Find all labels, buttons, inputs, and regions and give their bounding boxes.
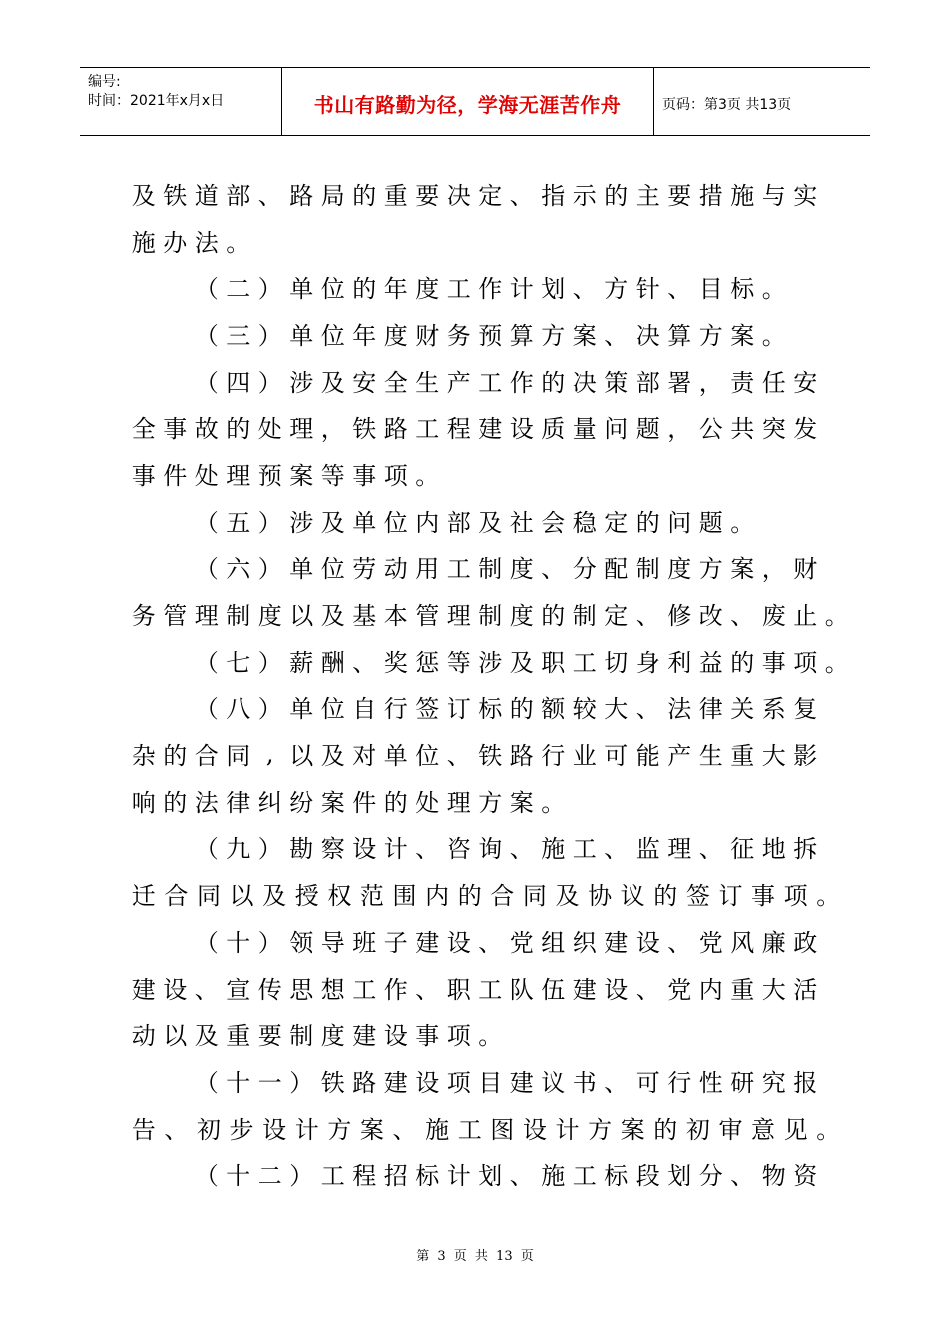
body-line: 迁 合 同 以 及 授 权 范 围 内 的 合 同 及 协 议 的 签 订 事 项 。 [131, 882, 841, 911]
page-footer [0, 1245, 950, 1264]
body-line: 告 、 初 步 设 计 方 案 、 施 工 图 设 计 方 案 的 初 审 意 见 。 [131, 1115, 841, 1144]
body-line: 务 管 理 制 度 以 及 基 本 管 理 制 度 的 制 定 、 修 改 、 废 止 。 [131, 602, 849, 631]
body-line: 施 办 法 。 [131, 228, 251, 257]
body-line: （ 十 一 ） 铁 路 建 设 项 目 建 议 书 、 可 行 性 研 究 报 [194, 1068, 818, 1097]
body-line: 及 铁 道 部 、 路 局 的 重 要 决 定 、 指 示 的 主 要 措 施 与 实 [131, 181, 818, 210]
body-line: 事 件 处 理 预 案 等 事 项 。 [131, 461, 440, 490]
body-line: （ 五 ） 涉 及 单 位 内 部 及 社 会 稳 定 的 问 题 。 [194, 508, 755, 537]
body-line: （ 四 ） 涉 及 安 全 生 产 工 作 的 决 策 部 署 ， 责 任 安 [194, 368, 818, 397]
body-line: （ 二 ） 单 位 的 年 度 工 作 计 划 、 方 针 、 目 标 。 [194, 275, 786, 304]
motto-text: 书山有路勤为径，学海无涯苦作舟 [313, 93, 622, 117]
header-page-cell [654, 68, 870, 135]
body-line: 响 的 法 律 纠 纷 案 件 的 处 理 方 案 。 [131, 788, 566, 817]
header-meta-cell [80, 68, 282, 135]
body-line: （ 九 ） 勘 察 设 计 、 咨 询 、 施 工 、 监 理 、 征 地 拆 [194, 835, 818, 864]
body-line: （ 十 ） 领 导 班 子 建 设 、 党 组 织 建 设 、 党 风 廉 政 [194, 928, 818, 957]
body-line: （ 十 二 ） 工 程 招 标 计 划 、 施 工 标 段 划 分 、 物 资 [194, 1162, 818, 1191]
header-table [80, 67, 870, 136]
body-line: （ 六 ） 单 位 劳 动 用 工 制 度 、 分 配 制 度 方 案 ， 财 [194, 555, 818, 584]
body-line: （ 七 ） 薪 酬 、 奖 惩 等 涉 及 职 工 切 身 利 益 的 事 项 。 [194, 648, 849, 677]
body-line: 杂 的 合 同 , 以 及 对 单 位 、 铁 路 行 业 可 能 产 生 重 大 影 [131, 739, 818, 771]
body-line: 动 以 及 重 要 制 度 建 设 事 项 。 [131, 1022, 503, 1051]
footer-page-number: 第 3 页 共 13 页 [416, 1249, 534, 1264]
page-info-text: 页码：第3页 共13页 [662, 96, 792, 113]
serial-number-label: 编号: [88, 74, 121, 90]
date-label: 时间：2021年x月x日 [88, 93, 225, 109]
header-motto-cell [282, 68, 654, 135]
body-line: （ 八 ） 单 位 自 行 签 订 标 的 额 较 大 、 法 律 关 系 复 [194, 695, 818, 724]
body-line: 建 设 、 宣 传 思 想 工 作 、 职 工 队 伍 建 设 、 党 内 重 大 活 [131, 975, 818, 1004]
body-line: （ 三 ） 单 位 年 度 财 务 预 算 方 案 、 决 算 方 案 。 [194, 321, 786, 350]
document-body [128, 170, 849, 1197]
body-line: 全 事 故 的 处 理 ， 铁 路 工 程 建 设 质 量 问 题 ， 公 共 突 发 [131, 415, 818, 444]
